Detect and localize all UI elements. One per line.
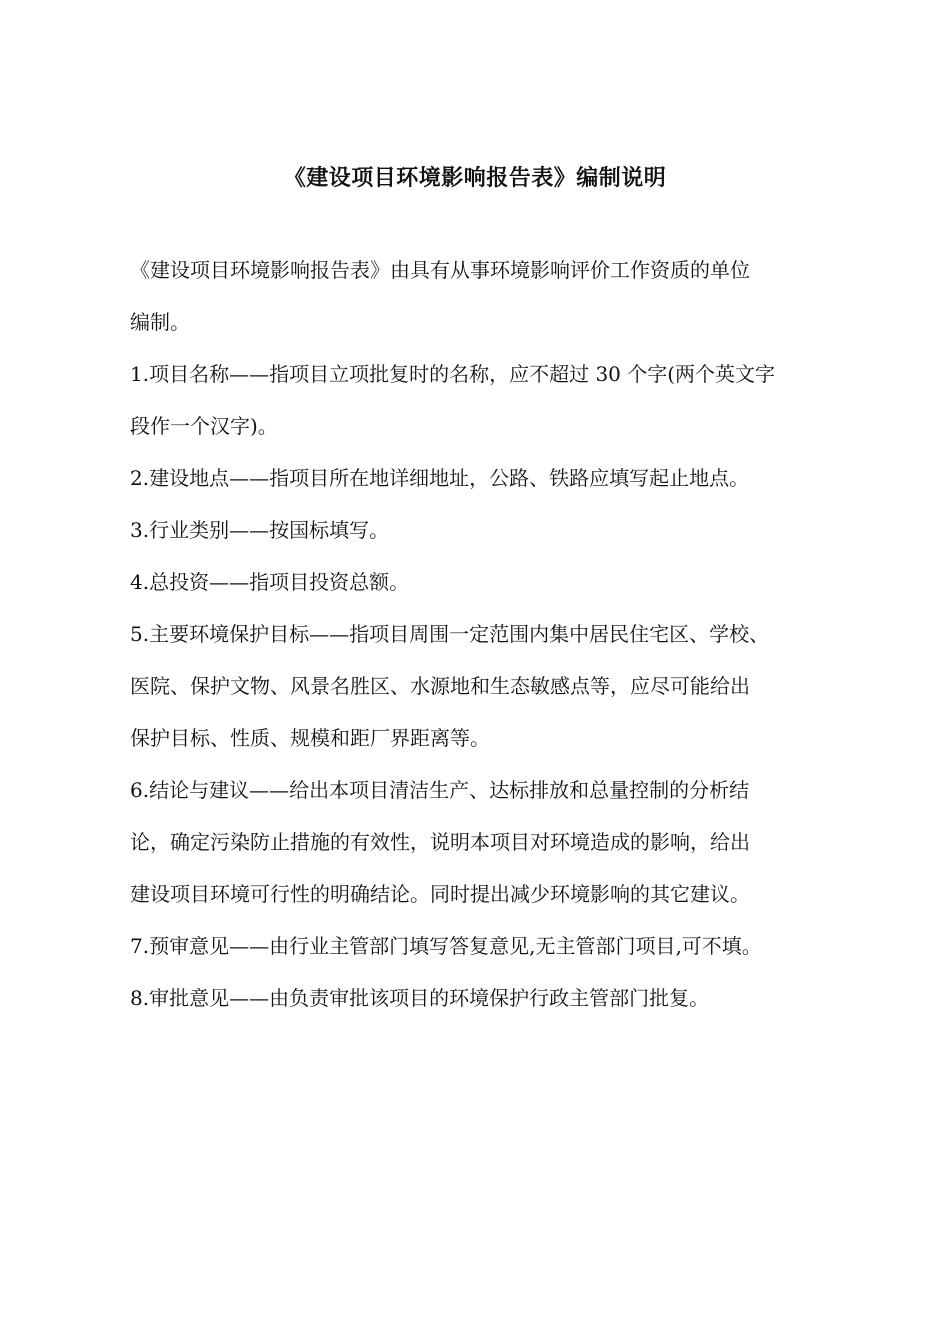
paragraph-item-7 <box>130 920 850 972</box>
paragraph-line: 建设项目环境可行性的明确结论。同时提出减少环境影响的其它建议。 <box>130 882 750 906</box>
paragraph-line: 7.预审意见——由行业主管部门填写答复意见,无主管部门项目,可不填。 <box>130 934 762 958</box>
paragraph-line: 段作一个汉字)。 <box>130 414 278 438</box>
paragraph-line: 《建设项目环境影响报告表》由具有从事环境影响评价工作资质的单位 <box>130 258 750 282</box>
paragraph-line: 论，确定污染防止措施的有效性，说明本项目对环境造成的影响，给出 <box>130 830 750 854</box>
paragraph-line: 6.结论与建议——给出本项目清洁生产、达标排放和总量控制的分析结 <box>130 778 750 802</box>
paragraph-line: 编制。 <box>130 310 190 334</box>
paragraph-item-3 <box>130 504 850 556</box>
paragraph-line: 3.行业类别——按国标填写。 <box>130 518 390 542</box>
paragraph-item-5 <box>130 608 850 764</box>
paragraph-item-6 <box>130 764 850 920</box>
paragraph-item-4 <box>130 556 850 608</box>
paragraph-item-1 <box>130 348 850 452</box>
paragraph-line: 医院、保护文物、风景名胜区、水源地和生态敏感点等，应尽可能给出 <box>130 674 750 698</box>
paragraph-line: 8.审批意见——由负责审批该项目的环境保护行政主管部门批复。 <box>130 986 710 1010</box>
paragraph-line: 2.建设地点——指项目所在地详细地址，公路、铁路应填写起止地点。 <box>130 466 750 490</box>
paragraph-line: 5.主要环境保护目标——指项目周围一定范围内集中居民住宅区、学校、 <box>130 622 770 646</box>
paragraph-item-8 <box>130 972 850 1024</box>
paragraph-intro <box>130 244 850 348</box>
document-body <box>130 244 850 1024</box>
document-title: 《建设项目环境影响报告表》编制说明 <box>283 165 667 191</box>
paragraph-line: 保护目标、性质、规模和距厂界距离等。 <box>130 726 490 750</box>
paragraph-line: 1.项目名称——指项目立项批复时的名称，应不超过 30 个字(两个英文字 <box>130 362 776 386</box>
paragraph-line: 4.总投资——指项目投资总额。 <box>130 570 410 594</box>
paragraph-item-2 <box>130 452 850 504</box>
